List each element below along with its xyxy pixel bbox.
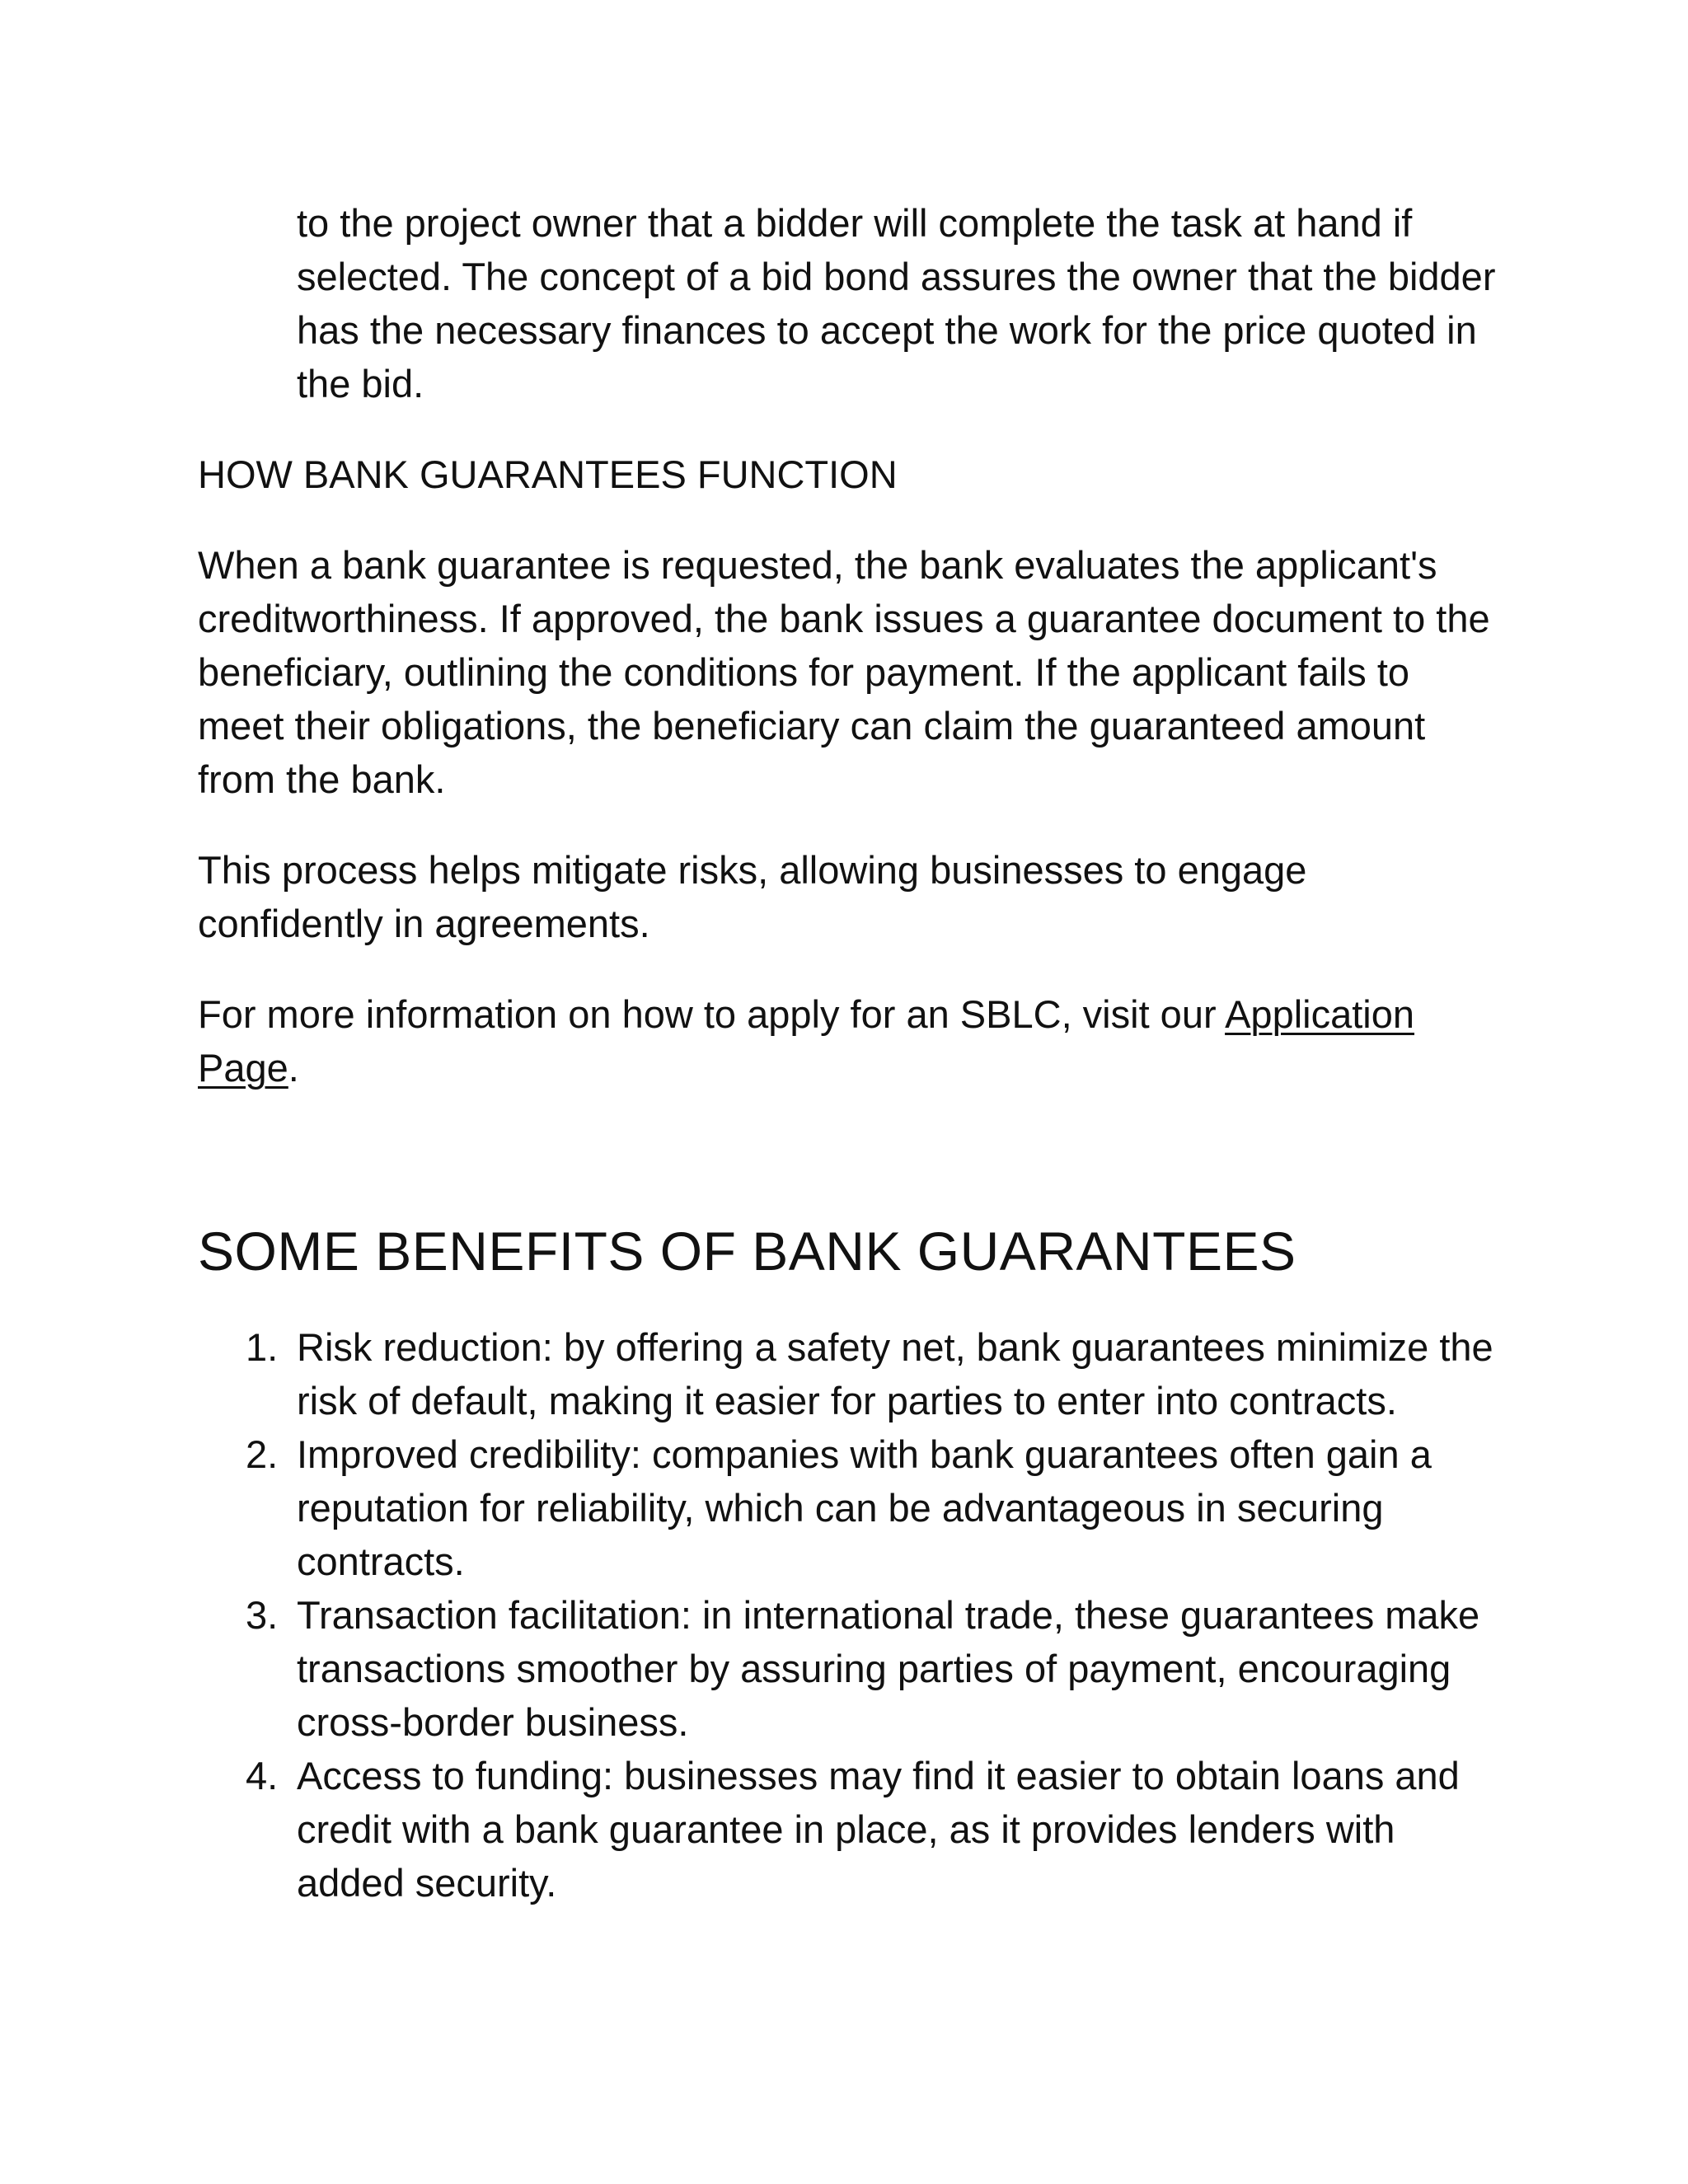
list-item	[198, 1427, 1500, 1588]
benefits-heading: SOME BENEFITS OF BANK GUARANTEES	[198, 1221, 1296, 1282]
benefits-list	[198, 1320, 1500, 1910]
document-content	[198, 196, 1500, 1910]
paragraph-bank-evaluation: When a bank guarantee is requested, the bank evaluates the applicant's creditworthiness. If approved, the bank issues a guarantee document to the beneficiary, outlining the conditions for payment. If the applicant fails to meet their obligations, the beneficiary can claim the guaranteed amount from the bank.	[198, 543, 1490, 801]
list-item-text: Access to funding: businesses may find it easier to obtain loans and credit with a bank guarantee in place, as it provides lenders with added security.	[297, 1754, 1460, 1905]
list-item-number: 4.	[246, 1754, 279, 1797]
application-page-link[interactable]: Application Page	[198, 992, 1415, 1090]
list-item-text: Risk reduction: by offering a safety net, bank guarantees minimize the risk of default, making it easier for parties to enter into contracts.	[297, 1325, 1493, 1422]
info-period: .	[288, 1046, 299, 1090]
list-item	[198, 1749, 1500, 1910]
function-section-heading: HOW BANK GUARANTEES FUNCTION	[198, 452, 898, 496]
intro-continuation-paragraph: to the project owner that a bidder will complete the task at hand if selected. The concept of a bid bond assures the owner that the bidder has the necessary finances to accept the work for the price quoted in the bid.	[297, 201, 1496, 405]
list-item	[198, 1588, 1500, 1749]
list-item-number: 1.	[246, 1325, 279, 1369]
list-item-text: Transaction facilitation: in international trade, these guarantees make transactions smoother by assuring parties of payment, encouraging cross-border business.	[297, 1593, 1480, 1744]
list-item-text: Improved credibility: companies with bank guarantees often gain a reputation for reliability, which can be advantageous in securing contracts.	[297, 1432, 1432, 1583]
info-paragraph	[198, 987, 1500, 1094]
info-text: For more information on how to apply for an SBLC, visit our	[198, 992, 1226, 1036]
paragraph-risk-mitigation: This process helps mitigate risks, allowing businesses to engage confidently in agreements.	[198, 848, 1307, 945]
list-item	[198, 1320, 1500, 1427]
list-item-number: 3.	[246, 1593, 279, 1637]
list-item-number: 2.	[246, 1432, 279, 1476]
